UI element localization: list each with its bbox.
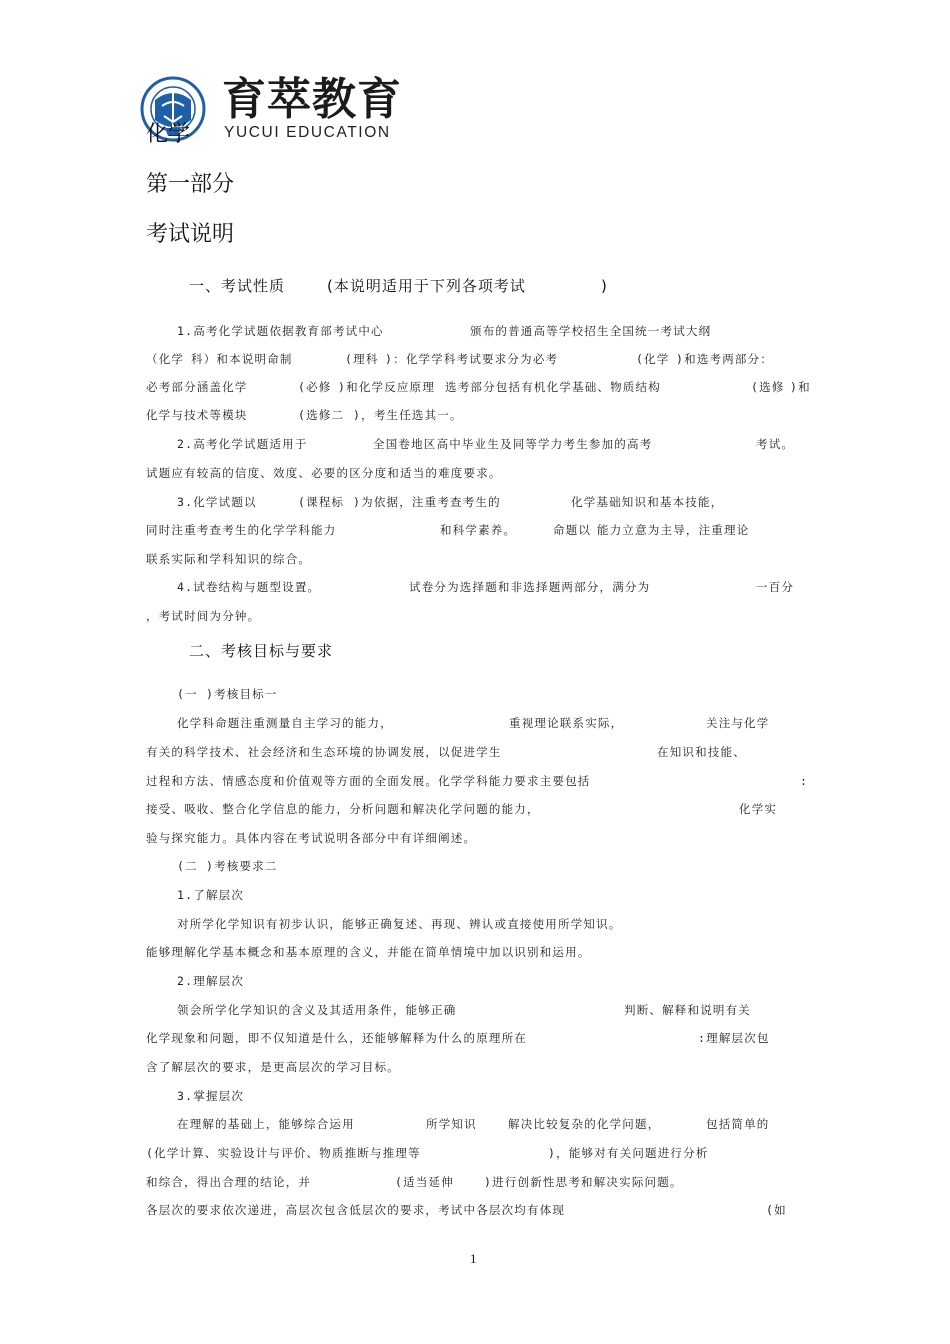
text-line: (化学	[636, 352, 670, 366]
text-line: 接受、吸收、整合化学信息的能力，分析问题和解决化学问题的能力，	[146, 802, 540, 816]
text-line: 全国卷地区高中毕业生及同等学力考生参加的高考	[373, 437, 653, 451]
text-line: (理科	[345, 352, 379, 366]
text-line: 所学知识	[426, 1117, 477, 1131]
text-line: 有关的科学技术、社会经济和生态环境的协调发展，以促进学生	[146, 745, 502, 759]
text-line: (选修二	[298, 408, 345, 422]
text-line: 在知识和技能、	[657, 745, 746, 759]
text-line: 重视理论联系实际，	[509, 716, 624, 730]
section-1-title: 一、考试性质	[189, 277, 286, 295]
text-line: 化学基础知识和基本技能，	[571, 495, 724, 509]
text-line: 联系实际和学科知识的综合。	[146, 552, 312, 566]
text-line: 1.了解层次	[177, 888, 245, 902]
text-line: 3.化学试题以	[177, 495, 257, 509]
text-line: 对所学化学知识有初步认识，能够正确复述、再现、辨认或直接使用所学知识。	[177, 917, 622, 931]
text-line: 各层次的要求依次递进，高层次包含低层次的要求，考试中各层次均有体现	[146, 1203, 566, 1217]
text-line: 4.试卷结构与题型设置。	[177, 580, 321, 594]
text-line: 和科学素养。	[440, 523, 517, 537]
text-line: ，考试时间为分钟。	[146, 609, 261, 623]
text-line: 选考部分包括有机化学基础、物质结构	[445, 380, 661, 394]
section-heading: 考试说明	[146, 222, 235, 247]
text-line: 化学现象和问题，即不仅知道是什么，还能够解释为什么的原理所在	[146, 1031, 527, 1045]
text-line: )和化学反应原理	[338, 380, 436, 394]
text-line: (一 )考核目标一	[177, 687, 278, 701]
text-line: 试题应有较高的信度、效度、必要的区分度和适当的难度要求。	[146, 466, 502, 480]
text-line: :理解层次包	[698, 1031, 770, 1045]
section-1-title-close: )	[601, 277, 608, 295]
text-line: 试卷分为选择题和非选择题两部分，满分为	[409, 580, 651, 594]
text-line: )为依据，注重考查考生的	[353, 495, 501, 509]
text-line: 和综合，得出合理的结论，并	[146, 1175, 312, 1189]
text-line: )，能够对有关问题进行分析	[548, 1146, 709, 1160]
text-line: 2.理解层次	[177, 974, 245, 988]
text-line: 判断、解释和说明有关	[624, 1003, 751, 1017]
text-line: )，考生任选其一。	[353, 408, 463, 422]
text-line: 过程和方法、情感态度和价值观等方面的全面发展。化学学科能力要求主要包括	[146, 774, 591, 788]
text-line: 化学与技术等模块	[146, 408, 248, 422]
logo-english-name: YUCUI EDUCATION	[224, 124, 391, 141]
text-line: (化学计算、实验设计与评价、物质推断与推理等	[146, 1146, 421, 1160]
text-line: )进行创新性思考和解决实际问题。	[484, 1175, 683, 1189]
text-line: 2.高考化学试题适用于	[177, 437, 308, 451]
text-line: 能力立意为主导，注重理论	[597, 523, 750, 537]
text-line: )和	[790, 380, 811, 394]
text-line: 1.高考化学试题依据教育部考试中心	[177, 324, 384, 338]
text-line: )和选考两部分：	[676, 352, 774, 366]
text-line: 化学实	[739, 802, 778, 816]
section-1-title-note: (本说明适用于下列各项考试	[327, 277, 526, 295]
text-line: 验与探究能力。具体内容在考试说明各部分中有详细阐述。	[146, 831, 477, 845]
logo-chinese-name: 育萃教育	[222, 74, 402, 125]
text-line: 在理解的基础上，能够综合运用	[177, 1117, 355, 1131]
part-heading: 第一部分	[146, 172, 235, 197]
text-line: (选修	[751, 380, 785, 394]
text-line: 3.掌握层次	[177, 1089, 245, 1103]
text-line: (适当延伸	[395, 1175, 454, 1189]
text-line: 颁布的普通高等学校招生全国统一考试大纲	[470, 324, 712, 338]
text-line: 含了解层次的要求，是更高层次的学习目标。	[146, 1060, 400, 1074]
page-number: 1	[470, 1251, 477, 1266]
text-line: 科）和本说明命制	[191, 352, 293, 366]
text-line: (如	[766, 1203, 787, 1217]
text-line: 同时注重考查考生的化学学科能力	[146, 523, 337, 537]
subject-heading: 化学	[146, 122, 191, 147]
text-line: 考试。	[756, 437, 795, 451]
text-line: 能够理解化学基本概念和基本原理的含义，并能在简单情境中加以识别和运用。	[146, 945, 591, 959]
text-line: :	[800, 774, 809, 788]
text-line: 解决比较复杂的化学问题，	[508, 1117, 661, 1131]
text-line: (必修	[298, 380, 332, 394]
text-line: 领会所学化学知识的含义及其适用条件，能够正确	[177, 1003, 457, 1017]
text-line: 一百分	[756, 580, 795, 594]
text-line: 必考部分涵盖化学	[146, 380, 248, 394]
text-line: （化学	[146, 352, 185, 366]
text-line: )：化学学科考试要求分为必考	[385, 352, 559, 366]
text-line: 命题以	[553, 523, 592, 537]
section-2-title: 二、考核目标与要求	[189, 642, 334, 660]
text-line: 包括简单的	[706, 1117, 770, 1131]
text-line: 化学科命题注重测量自主学习的能力，	[177, 716, 393, 730]
text-line: (二 )考核要求二	[177, 859, 278, 873]
text-line: (课程标	[298, 495, 345, 509]
text-line: 关注与化学	[706, 716, 770, 730]
